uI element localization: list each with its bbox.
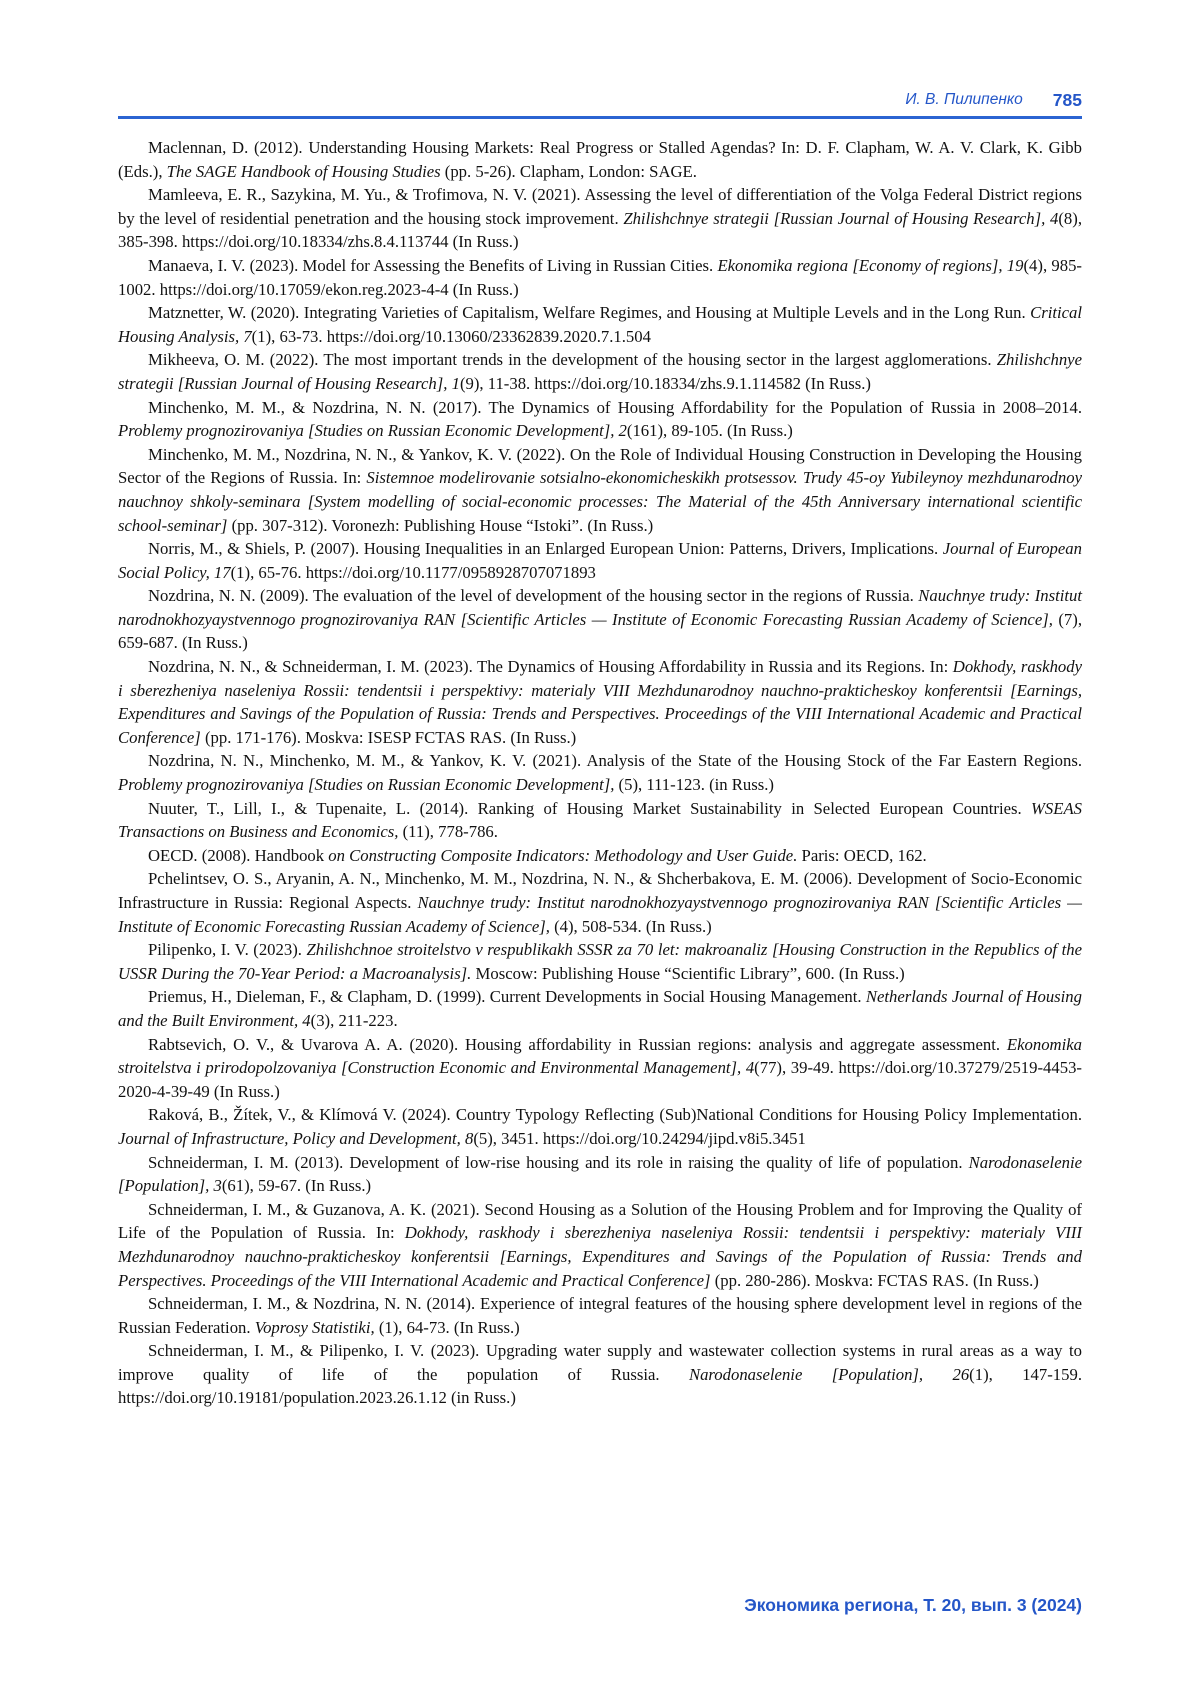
reference-text: (77), 39-49. https://doi.org/10.37279/2519-4453-2020-4-39-49 (In Russ.) (118, 1058, 1082, 1101)
reference-source-title: Zhilishchnye strategii [Russian Journal of Housing Research], 1 (118, 350, 1082, 393)
reference-text: Minchenko, M. M., & Nozdrina, N. N. (2017). The Dynamics of Housing Affordability for the Population of Russia in 2008–2014. (148, 397, 1082, 417)
reference-source-title: Problemy prognozirovaniya [Studies on Russian Economic Development], (118, 775, 615, 795)
reference-entry (118, 655, 1082, 749)
reference-source-title: Narodonaselenie [Population], 26 (688, 1364, 970, 1384)
reference-entry (118, 254, 1082, 301)
reference-text: (4), 985-1002. https://doi.org/10.17059/ekon.reg.2023-4-4 (In Russ.) (118, 255, 1082, 299)
page-number: 785 (1052, 89, 1082, 110)
reference-entry (118, 985, 1082, 1032)
reference-text: (5), 111-123. (in Russ.) (614, 775, 774, 795)
reference-entry (118, 938, 1082, 985)
reference-source-title: on Constructing Composite Indicators: Methodology and User Guide. (328, 845, 798, 865)
reference-list (118, 136, 1082, 1410)
reference-source-title: Ekonomika stroitelstva i prirodopolzovaniya [Construction Economic and Environmental Management], 4 (118, 1034, 1082, 1078)
reference-text: (pp. 307-312). Voronezh: Publishing House “Istoki”. (In Russ.) (227, 515, 654, 535)
reference-text: Schneiderman, I. M. (2013). Development of low-rise housing and its role in raising the quality of life of population. (148, 1152, 969, 1172)
reference-text: Paris: OECD, 162. (797, 845, 927, 865)
reference-source-title: Journal of European Social Policy, 17 (118, 539, 1082, 582)
reference-text: Rabtsevich, O. V., & Uvarova A. A. (2020). Housing affordability in Russian regions: analysis and aggregate assessment. (148, 1034, 1007, 1054)
reference-source-title: WSEAS Transactions on Business and Economics, (118, 798, 1082, 842)
page-header (118, 86, 1082, 114)
reference-source-title: Journal of Infrastructure, Policy and Development, 8 (118, 1128, 474, 1148)
reference-text: (11), 778-786. (398, 822, 498, 842)
reference-source-title: Voprosy Statistiki, (254, 1317, 375, 1337)
reference-text: Matznetter, W. (2020). Integrating Varieties of Capitalism, Welfare Regimes, and Housing at Multiple Levels and in the Long Run. (148, 303, 1031, 323)
reference-entry (118, 844, 1082, 868)
reference-text: Nozdrina, N. N., Minchenko, M. M., & Yankov, K. V. (2021). Analysis of the State of the Housing Stock of the Far Eastern Regions. (148, 751, 1082, 771)
reference-source-title: Dokhody, raskhody i sberezheniya naseleniya Rossii: tendentsii i perspektivy: materialy VIII Mezhdunarodnoy nauchno-prakticheskoy konferentsii [Earnings, Expenditures and Savings of the Population of Russia: Trends and Perspectives. Proceedings of the VIII International Academic and Practical Conference] (118, 657, 1083, 747)
reference-text: (1), 65-76. https://doi.org/10.1177/0958928707071893 (230, 562, 596, 582)
reference-text: Raková, B., Žítek, V., & Klímová V. (2024). Country Typology Reflecting (Sub)National Conditions for Housing Policy Implementation. (148, 1105, 1082, 1125)
reference-entry (118, 537, 1082, 584)
reference-text: Nozdrina, N. N. (2009). The evaluation of the level of development of the housing sector in the regions of Russia. (148, 586, 919, 606)
reference-text: Mamleeva, E. R., Sazykina, M. Yu., & Trofimova, N. V. (2021). Assessing the level of differentiation of the Volga Federal District regions by the level of residential penetration and the housing stock improvement. (118, 185, 1082, 228)
reference-source-title: Sistemnoe modelirovanie sotsialno-ekonomicheskikh protsessov. Trudy 45-oy Yubileynoy mezhdunarodnoy nauchnoy shkoly-seminara [System modelling of social-economic processes: The Material of the 45th Anniversary international scientific school-seminar] (118, 468, 1082, 535)
reference-entry (118, 136, 1082, 183)
reference-entry (118, 1198, 1082, 1292)
reference-text: Nozdrina, N. N., & Schneiderman, I. M. (2023). The Dynamics of Housing Affordability in Russia and its Regions. In: (148, 657, 953, 677)
reference-source-title: Netherlands Journal of Housing and the Built Environment, 4 (118, 987, 1082, 1030)
reference-entry (118, 749, 1082, 796)
reference-text: Minchenko, M. M., Nozdrina, N. N., & Yankov, K. V. (2022). On the Role of Individual Housing Construction in Developing the Housing Sector of the Regions of Russia. In: (118, 444, 1082, 488)
reference-source-title: Ekonomika regiona [Economy of regions], 19 (717, 255, 1024, 275)
reference-source-title: Zhilishchnoe stroitelstvo v respublikakh SSSR za 70 let: makroanaliz [Housing Construction in the Republics of the USSR During the 70-Year Period: a Macroanalysis]. (118, 940, 1082, 983)
reference-text: (61), 59-67. (In Russ.) (221, 1176, 372, 1196)
reference-source-title: Critical Housing Analysis, 7 (118, 303, 1082, 346)
reference-entry (118, 1292, 1082, 1339)
reference-text: Manaeva, I. V. (2023). Model for Assessing the Benefits of Living in Russian Cities. (148, 255, 718, 275)
reference-entry (118, 348, 1082, 395)
header-divider (118, 116, 1082, 119)
reference-text: (pp. 5-26). Clapham, London: SAGE. (440, 161, 697, 181)
reference-text: (161), 89-105. (In Russ.) (626, 421, 793, 441)
reference-text: Nuuter, T., Lill, I., & Tupenaite, L. (2014). Ranking of Housing Market Sustainability in Selected European Countries. (148, 798, 1032, 818)
reference-text: (7), 659-687. (In Russ.) (118, 609, 1082, 653)
reference-text: (pp. 171-176). Moskva: ISESP FCTAS RAS. (In Russ.) (200, 727, 577, 747)
reference-text: (pp. 280-286). Moskva: FCTAS RAS. (In Russ.) (710, 1270, 1039, 1290)
reference-entry (118, 1339, 1082, 1410)
reference-text: Pilipenko, I. V. (2023). (148, 940, 307, 960)
reference-entry (118, 1033, 1082, 1104)
reference-source-title: Narodonaselenie [Population], 3 (118, 1152, 1082, 1196)
reference-text: Schneiderman, I. M., & Pilipenko, I. V. (2023). Upgrading water supply and wastewater collection systems in rural areas as a way to improve quality of life of the population of Russia. (118, 1341, 1082, 1384)
reference-entry (118, 584, 1082, 655)
reference-text: (8), 385-398. https://doi.org/10.18334/zhs.8.4.113744 (In Russ.) (118, 208, 1082, 252)
reference-entry (118, 1151, 1082, 1198)
reference-entry (118, 396, 1082, 443)
running-head-author: И. В. Пилипенко (905, 91, 1023, 108)
reference-text: (1), 63-73. https://doi.org/10.13060/23362839.2020.7.1.504 (251, 326, 651, 346)
reference-source-title: Nauchnye trudy: Institut narodnokhozyaystvennogo prognozirovaniya RAN [Scientific Articles — Institute of Economic Forecasting Russian Academy of Science], (118, 893, 1082, 936)
reference-text: Norris, M., & Shiels, P. (2007). Housing Inequalities in an Enlarged European Union: Patterns, Drivers, Implications. (148, 539, 943, 559)
reference-text: Maclennan, D. (2012). Understanding Housing Markets: Real Progress or Stalled Agendas? In: D. F. Clapham, W. A. V. Clark, K. Gibb (Eds.), (118, 138, 1082, 181)
reference-text: (1), 147-159. https://doi.org/10.19181/population.2023.26.1.12 (in Russ.) (118, 1364, 1082, 1408)
reference-entry (118, 1103, 1082, 1150)
reference-source-title: The SAGE Handbook of Housing Studies (166, 161, 441, 181)
reference-entry (118, 183, 1082, 254)
reference-text: Mikheeva, O. M. (2022). The most important trends in the development of the housing sector in the largest agglomerations. (148, 350, 997, 370)
reference-text: (9), 11-38. https://doi.org/10.18334/zhs.9.1.114582 (In Russ.) (459, 373, 871, 393)
reference-text: (1), 64-73. (In Russ.) (374, 1317, 520, 1337)
reference-source-title: Dokhody, raskhody i sberezheniya naseleniya Rossii: tendentsii i perspektivy: materialy VIII Mezhdunarodnoy nauchno-prakticheskoy konferentsii [Earnings, Expenditures and Savings of the Population of Russia: Trends and Perspectives. Proceedings of the VIII International Academic and Practical Conference] (118, 1223, 1082, 1290)
reference-text: Schneiderman, I. M., & Nozdrina, N. N. (2014). Experience of integral features of the housing sphere development level in regions of the Russian Federation. (118, 1294, 1082, 1337)
journal-footer: Экономика региона, Т. 20, вып. 3 (2024) (744, 1595, 1082, 1615)
reference-entry (118, 797, 1082, 844)
reference-text: Priemus, H., Dieleman, F., & Clapham, D. (1999). Current Developments in Social Housing Management. (148, 987, 866, 1007)
reference-text: (4), 508-534. (In Russ.) (549, 916, 712, 936)
reference-text: (3), 211-223. (310, 1010, 398, 1030)
reference-source-title: Zhilishchnye strategii [Russian Journal of Housing Research], 4 (623, 208, 1059, 228)
reference-text: OECD. (2008). Handbook (148, 845, 329, 865)
reference-entry (118, 867, 1082, 938)
reference-source-title: Problemy prognozirovaniya [Studies on Russian Economic Development], 2 (118, 421, 627, 441)
reference-source-title: Nauchnye trudy: Institut narodnokhozyaystvennogo prognozirovaniya RAN [Scientific Articles — Institute of Economic Forecasting Russian Academy of Science], (118, 586, 1082, 629)
reference-text: Schneiderman, I. M., & Guzanova, A. K. (2021). Second Housing as a Solution of the Housing Problem and for Improving the Quality of Life of the Population of Russia. In: (118, 1199, 1082, 1243)
reference-text: Pchelintsev, O. S., Aryanin, A. N., Minchenko, M. M., Nozdrina, N. N., & Shcherbakova, E. M. (2006). Development of Socio-Economic Infrastructure in Russia: Regional Aspects. (118, 869, 1082, 912)
reference-text: (5), 3451. https://doi.org/10.24294/jipd.v8i5.3451 (473, 1128, 806, 1148)
reference-entry (118, 301, 1082, 348)
reference-text: Moscow: Publishing House “Scientific Library”, 600. (In Russ.) (471, 963, 905, 983)
reference-entry (118, 443, 1082, 537)
